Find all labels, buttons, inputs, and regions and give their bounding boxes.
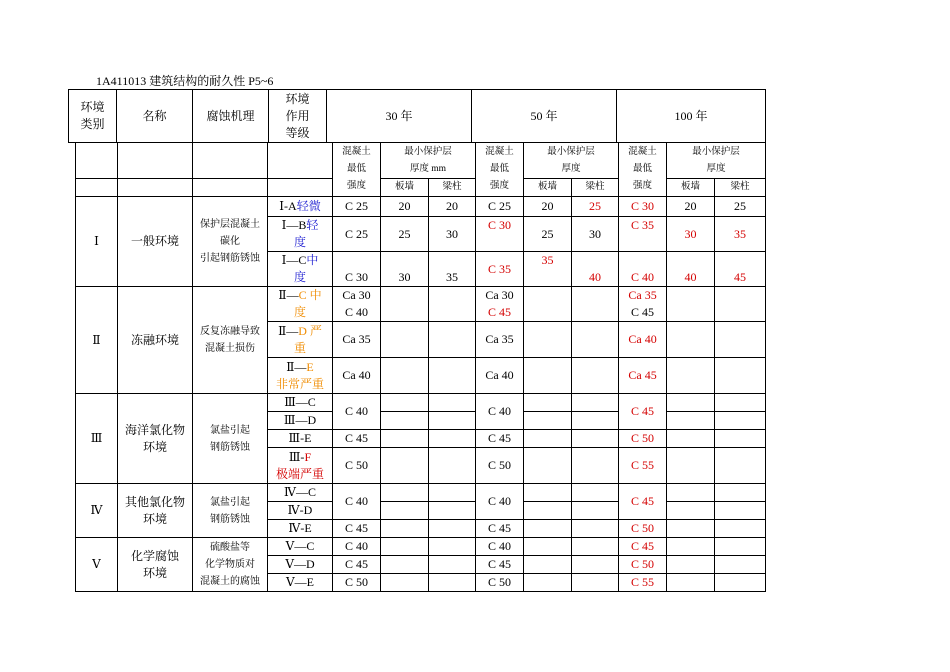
table-row: Ⅲ-E C 45 C 45 C 50 — [76, 430, 766, 448]
subheader-beam-50: 梁柱 — [572, 179, 619, 197]
grade-cell: Ⅱ—E 非常严重 — [268, 358, 333, 394]
header-name: 名称 — [117, 90, 193, 143]
grade-cell: Ⅲ-F 极端严重 — [268, 448, 333, 484]
mechanism-II: 反复冻融导致 混凝土损伤 — [193, 287, 268, 394]
grade-cell: Ⅰ-A轻微 — [268, 197, 333, 217]
grade-cell: Ⅱ—D 严 重 — [268, 322, 333, 358]
header-env-category: 环境 类别 — [69, 90, 117, 143]
env-category-IV: Ⅳ — [76, 484, 118, 538]
grade-cell: Ⅲ—C — [268, 394, 333, 412]
subheader-wall-100: 板墙 — [667, 179, 715, 197]
grade-cell: Ⅳ-D — [268, 502, 333, 520]
header-50-years: 50 年 — [472, 90, 617, 143]
grade-cell: Ⅴ—E — [268, 574, 333, 592]
table-row: Ⅰ 一般环境 保护层混凝土 碳化 引起钢筋锈蚀 Ⅰ-A轻微 C 25 20 20 C 25 20 25 C 30 20 25 — [76, 197, 766, 217]
env-name-V: 化学腐蚀 环境 — [118, 538, 193, 592]
grade-cell: Ⅱ—C 中 度 — [268, 287, 333, 322]
subheader-strength-30: 混凝土 最低 强度 — [333, 143, 381, 197]
table-row: Ⅱ—E 非常严重 Ca 40 Ca 40 Ca 45 — [76, 358, 766, 394]
header-100-years: 100 年 — [617, 90, 766, 143]
subheader-beam-100: 梁柱 — [715, 179, 766, 197]
table-row: Ⅲ 海洋氯化物 环境 氯盐引起 钢筋锈蚀 Ⅲ—C C 40 C 40 C 45 — [76, 394, 766, 412]
header-table — [68, 89, 766, 143]
grade-cell: Ⅰ—C中 度 — [268, 252, 333, 287]
mechanism-I: 保护层混凝土 碳化 引起钢筋锈蚀 — [193, 197, 268, 287]
table-row: Ⅳ 其他氯化物 环境 氯盐引起 钢筋锈蚀 Ⅳ—C C 40 C 40 C 45 — [76, 484, 766, 502]
header-30-years: 30 年 — [327, 90, 472, 143]
subheader-cover-30: 最小保护层 厚度 mm — [381, 143, 476, 179]
env-name-III: 海洋氯化物 环境 — [118, 394, 193, 484]
env-name-II: 冻融环境 — [118, 287, 193, 394]
env-name-IV: 其他氯化物 环境 — [118, 484, 193, 538]
subheader-strength-100: 混凝土 最低 强度 — [619, 143, 667, 197]
document-title: 1A411013 建筑结构的耐久性 P5~6 — [96, 74, 274, 88]
table-row: Ⅱ—D 严 重 Ca 35 Ca 35 Ca 40 — [76, 322, 766, 358]
env-category-II: Ⅱ — [76, 287, 118, 394]
subheader-strength-50: 混凝土 最低 强度 — [476, 143, 524, 197]
subheader-wall-30: 板墙 — [381, 179, 429, 197]
table-row: Ⅴ 化学腐蚀 环境 硫酸盐等 化学物质对 混凝土的腐蚀 Ⅴ—C C 40 C 40 C 45 — [76, 538, 766, 556]
env-name-I: 一般环境 — [118, 197, 193, 287]
grade-cell: Ⅴ—C — [268, 538, 333, 556]
header-grade: 环境 作用 等级 — [269, 90, 327, 143]
grade-cell: Ⅴ—D — [268, 556, 333, 574]
subheader-cover-100: 最小保护层 厚度 — [667, 143, 766, 179]
env-category-III: Ⅲ — [76, 394, 118, 484]
durability-table — [75, 142, 766, 592]
grade-cell: Ⅳ-E — [268, 520, 333, 538]
grade-cell: Ⅳ—C — [268, 484, 333, 502]
grade-cell: Ⅲ—D — [268, 412, 333, 430]
env-category-V: Ⅴ — [76, 538, 118, 592]
grade-cell: Ⅲ-E — [268, 430, 333, 448]
table-row: Ⅴ—D C 45 C 45 C 50 — [76, 556, 766, 574]
subheader-cover-50: 最小保护层 厚度 — [524, 143, 619, 179]
table-row: Ⅰ—B轻 度 C 25 25 30 C 30 25 30 C 35 30 35 — [76, 217, 766, 252]
env-category-I: Ⅰ — [76, 197, 118, 287]
header-mechanism: 腐蚀机理 — [193, 90, 269, 143]
table-row: Ⅰ—C中 度 C 30 30 35 C 35 35 40 C 40 40 45 — [76, 252, 766, 287]
mechanism-V: 硫酸盐等 化学物质对 混凝土的腐蚀 — [193, 538, 268, 592]
table-row: Ⅱ 冻融环境 反复冻融导致 混凝土损伤 Ⅱ—C 中 度 Ca 30 C 40 Ca 30 C 45 Ca 35 C 45 — [76, 287, 766, 322]
subheader-wall-50: 板墙 — [524, 179, 572, 197]
mechanism-IV: 氯盐引起 钢筋锈蚀 — [193, 484, 268, 538]
subheader-beam-30: 梁柱 — [429, 179, 476, 197]
table-row: Ⅳ-E C 45 C 45 C 50 — [76, 520, 766, 538]
mechanism-III: 氯盐引起 钢筋锈蚀 — [193, 394, 268, 484]
table-row: Ⅲ-F 极端严重 C 50 C 50 C 55 — [76, 448, 766, 484]
table-row: Ⅴ—E C 50 C 50 C 55 — [76, 574, 766, 592]
grade-cell: Ⅰ—B轻 度 — [268, 217, 333, 252]
